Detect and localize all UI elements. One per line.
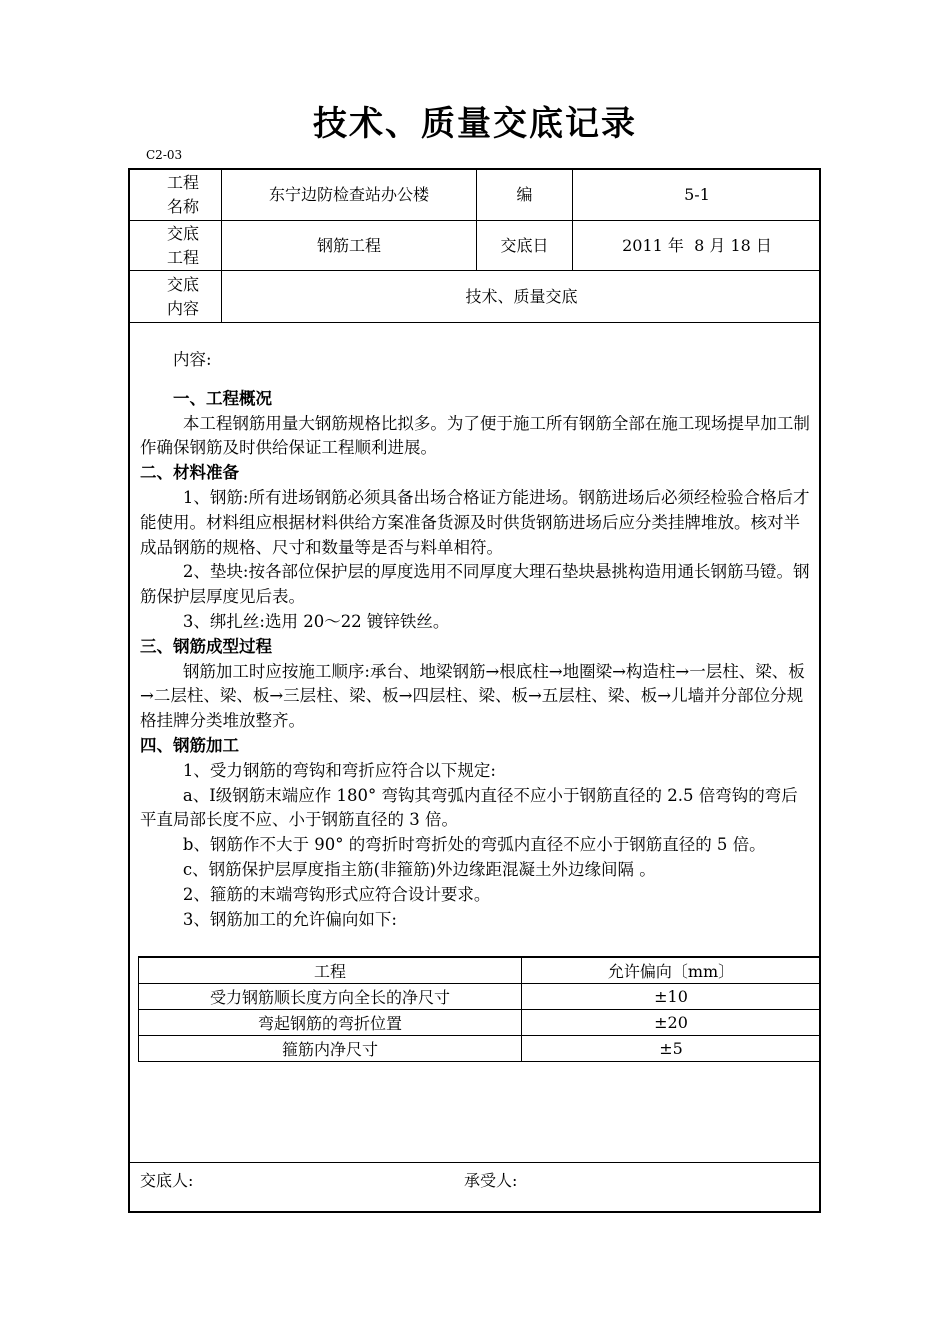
table-cell: ±10	[522, 984, 821, 1010]
number-label: 编	[516, 185, 533, 204]
section-heading: 三、钢筋成型过程	[140, 636, 272, 656]
paragraph: 2、箍筋的末端弯钩形式应符合设计要求。	[182, 884, 491, 904]
project-name: 东宁边防检查站办公楼	[268, 185, 429, 204]
table-header-row	[139, 957, 821, 984]
work-name: 钢筋工程	[316, 236, 381, 255]
disclosure-date: 2011 年 8 月 18 日	[622, 236, 772, 255]
table-cell: ±5	[522, 1036, 821, 1062]
record-form	[128, 168, 821, 1213]
content-label: 交底 内容	[166, 274, 199, 318]
paragraph: 2、垫块:按各部位保护层的厚度选用不同厚度大理石垫块悬挑构造用通长钢筋马镫。钢筋保护层厚度见后表。	[140, 562, 810, 607]
paragraph: 1、受力钢筋的弯钩和弯折应符合以下规定:	[182, 760, 496, 780]
deviation-table	[138, 956, 821, 1062]
project-name-label: 工程 名称	[166, 173, 199, 216]
table-row	[139, 984, 821, 1010]
table-row	[139, 1010, 821, 1036]
row-divider	[130, 322, 819, 323]
paragraph: 1、钢筋:所有进场钢筋必须具备出场合格证方能进场。钢筋进场后必须经检验合格后才能使用。材料组应根据材料供给方案准备货源及时供货钢筋进场后应分类挂牌堆放。核对半成品钢筋的规格、尺寸和数量等是否与料单相符。	[140, 487, 810, 557]
work-label: 交底 工程	[166, 224, 199, 267]
content-summary: 技术、质量交底	[465, 286, 578, 306]
receiver-label: 承受人:	[464, 1171, 518, 1190]
table-cell: 箍筋内净尺寸	[139, 1036, 522, 1062]
table-row	[139, 1036, 821, 1062]
paragraph: b、钢筋作不大于 90° 的弯折时弯折处的弯弧内直径不应小于钢筋直径的 5 倍。	[182, 835, 766, 855]
paragraph: 3、钢筋加工的允许偏向如下:	[182, 909, 397, 929]
date-label: 交底日	[500, 236, 549, 255]
content-intro: 内容:	[173, 350, 212, 369]
table-cell: 受力钢筋顺长度方向全长的净尺寸	[139, 984, 522, 1010]
document-number: 5-1	[684, 185, 710, 204]
table-header: 允许偏向〔mm〕	[522, 957, 821, 984]
paragraph: a、Ⅰ级钢筋末端应作 180° 弯钩其弯弧内直径不应小于钢筋直径的 2.5 倍弯钩的弯后平直局部长度不应、小于钢筋直径的 3 倍。	[140, 785, 798, 830]
section-heading: 四、钢筋加工	[140, 735, 239, 755]
paragraph: 3、绑扎丝:选用 20～22 镀锌铁丝。	[182, 611, 450, 631]
discloser-label: 交底人:	[140, 1171, 194, 1190]
form-code: C2-03	[146, 148, 183, 162]
disclosure-content	[140, 348, 810, 932]
paragraph: 本工程钢筋用量大钢筋规格比拟多。为了便于施工所有钢筋全部在施工现场提早加工制作确保钢筋及时供给保证工程顺利进展。	[140, 413, 810, 458]
table-cell: 弯起钢筋的弯折位置	[139, 1010, 522, 1036]
paragraph: 钢筋加工时应按施工顺序:承台、地梁钢筋→根底柱→地圈梁→构造柱→一层柱、梁、板→二层柱、梁、板→三层柱、梁、板→四层柱、梁、板→五层柱、梁、板→儿墙并分部位分规格挂牌分类堆放整齐。	[140, 661, 805, 731]
table-cell: ±20	[522, 1010, 821, 1036]
section-heading: 二、材料准备	[140, 463, 239, 483]
document-title: 技术、质量交底记录	[313, 104, 637, 144]
signature-divider	[130, 1162, 819, 1163]
table-header: 工程	[139, 957, 522, 984]
paragraph: c、钢筋保护层厚度指主筋(非箍筋)外边缘距混凝土外边缘间隔 。	[182, 859, 656, 879]
section-heading: 一、工程概况	[173, 388, 272, 408]
